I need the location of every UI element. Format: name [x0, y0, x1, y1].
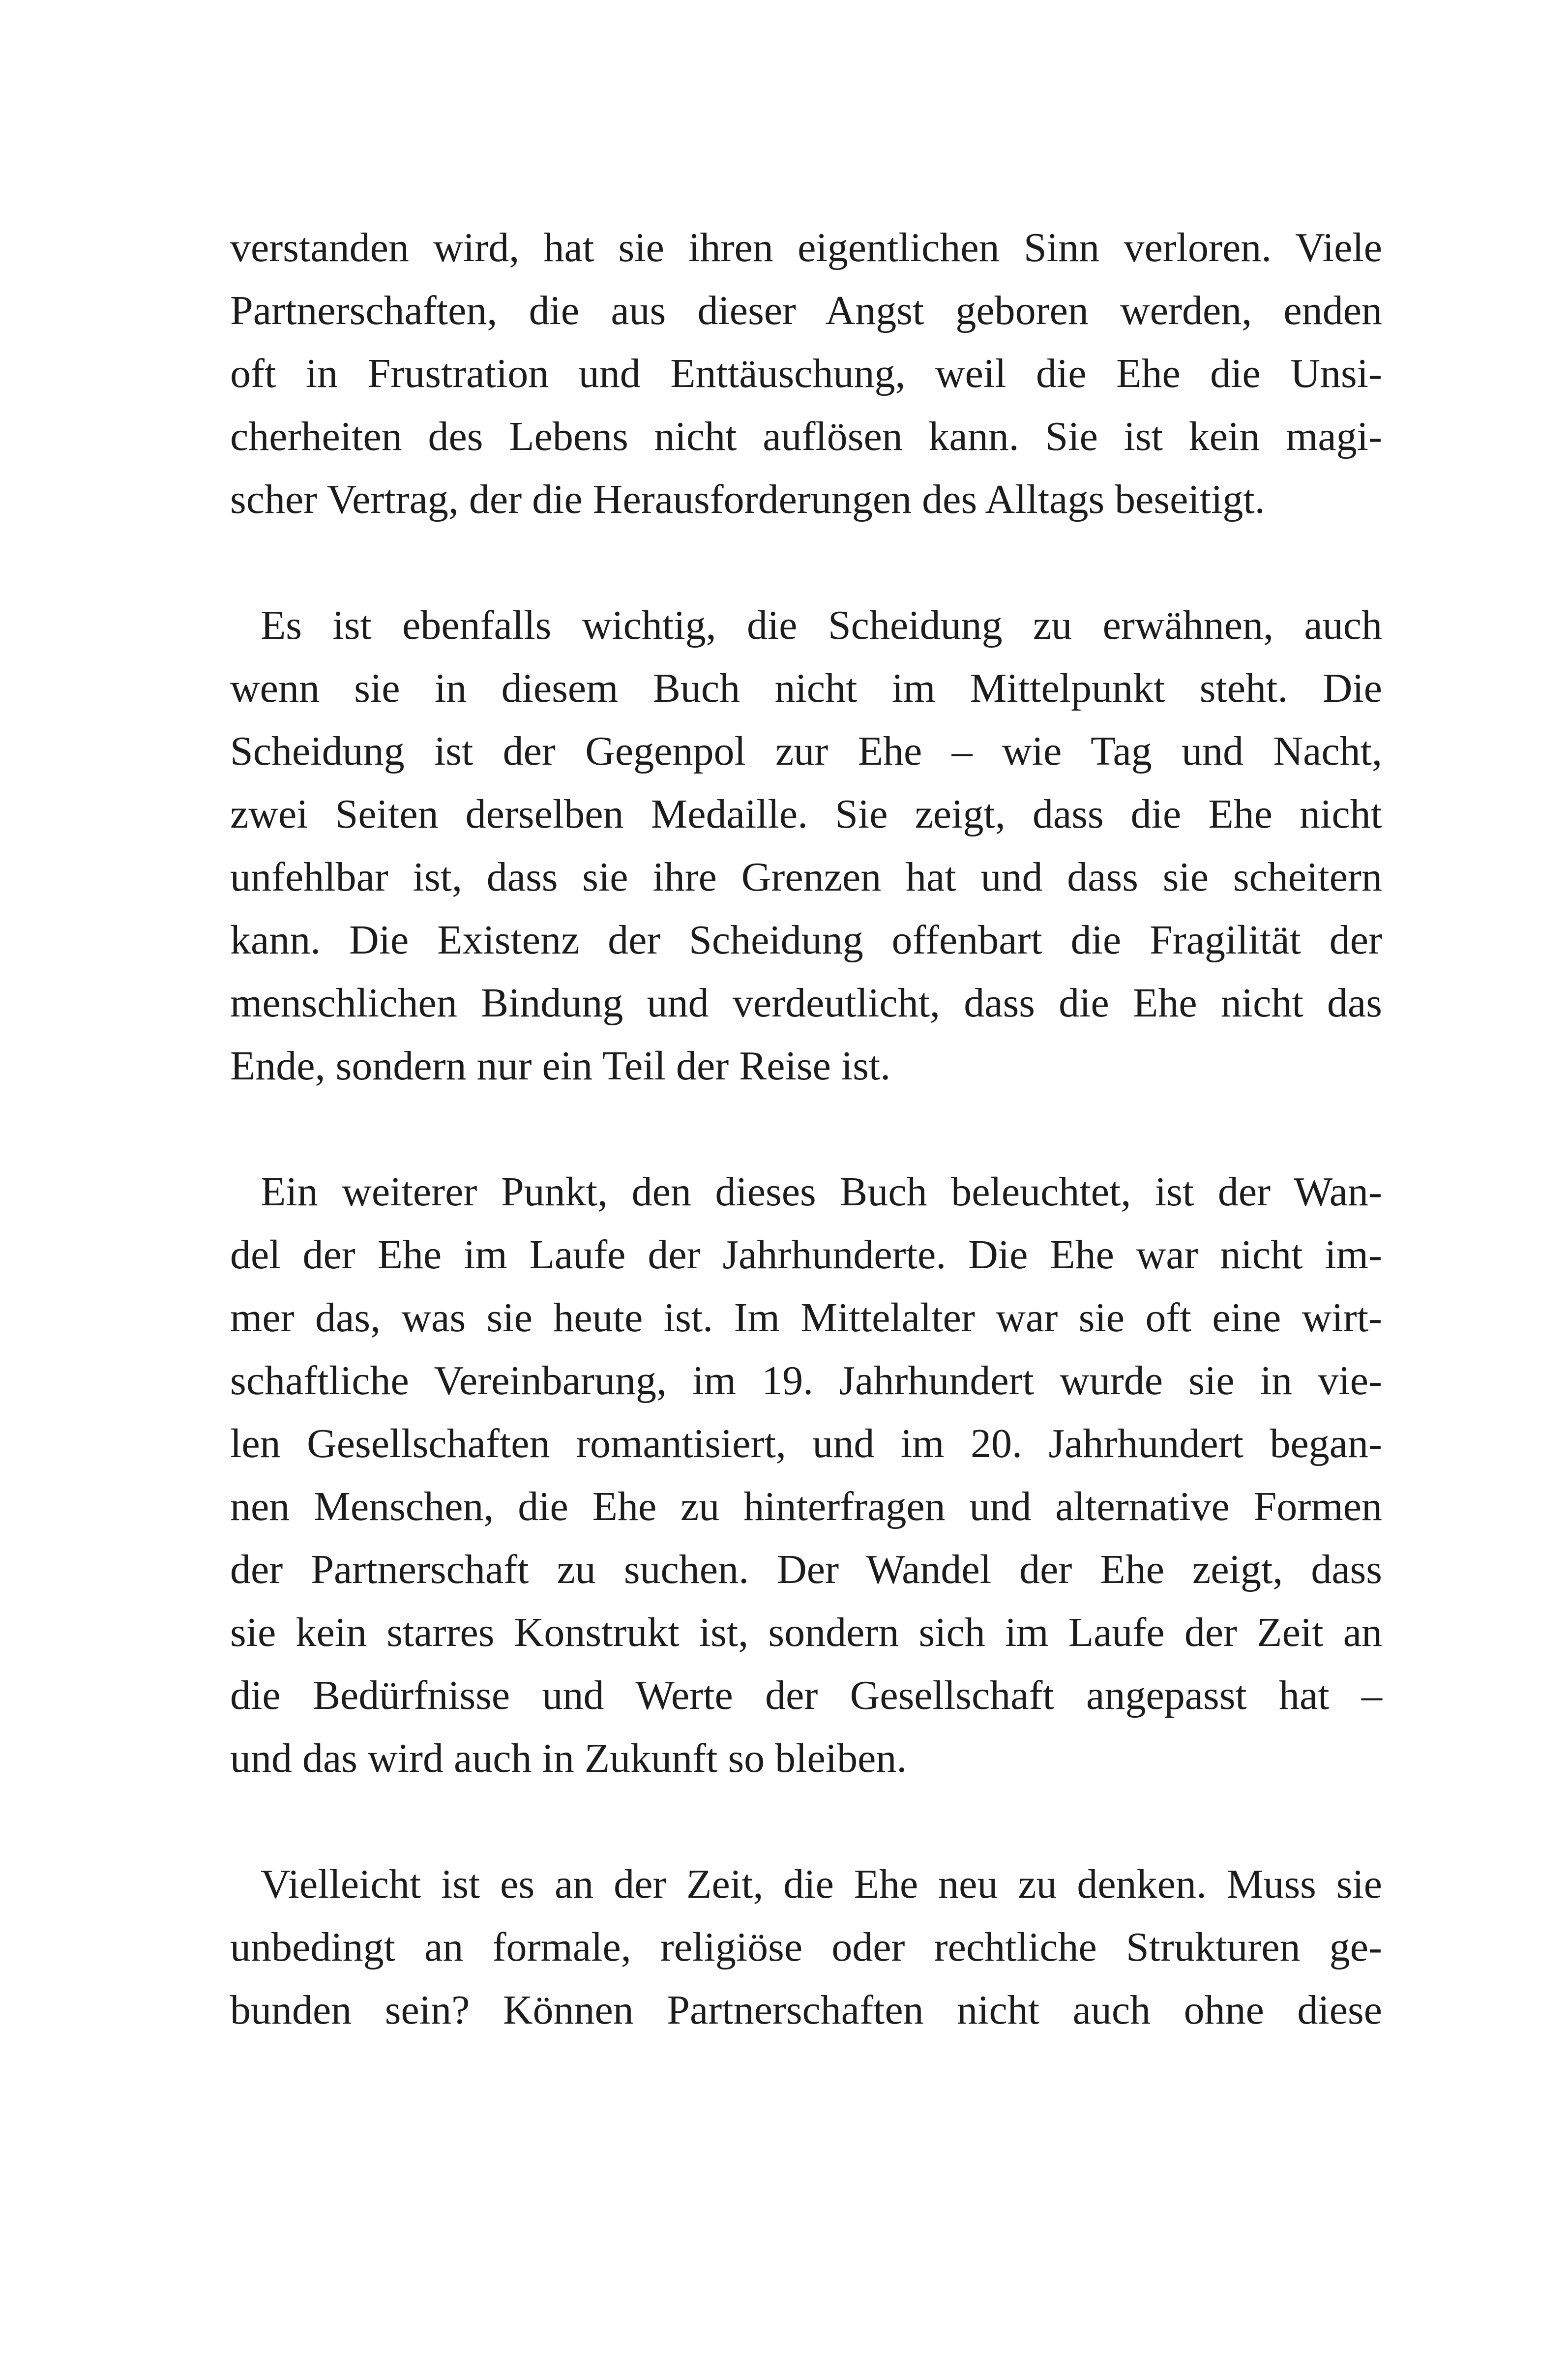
body-text: [230, 216, 1382, 2105]
text-line: Es ist ebenfalls wichtig, die Scheidung zu erwähnen, auch: [261, 602, 1382, 648]
text-line: die Bedürfnisse und Werte der Gesellschaft angepasst hat –: [230, 1672, 1382, 1718]
text-line: del der Ehe im Laufe der Jahrhunderte. Die Ehe war nicht im-: [230, 1232, 1382, 1278]
text-line: zwei Seiten derselben Medaille. Sie zeigt, dass die Ehe nicht: [230, 791, 1382, 837]
text-line: Partnerschaften, die aus dieser Angst geboren werden, enden: [230, 288, 1382, 333]
text-line: nen Menschen, die Ehe zu hinterfragen und alternative Formen: [230, 1484, 1382, 1529]
text-line: len Gesellschaften romantisiert, und im 20. Jahrhundert began-: [230, 1421, 1382, 1466]
text-line: bunden sein? Können Partnerschaften nicht auch ohne diese: [230, 1987, 1382, 2033]
paragraph-4: [230, 1853, 1382, 2042]
text-line: cherheiten des Lebens nicht auflösen kann. Sie ist kein magi-: [230, 414, 1382, 459]
text-line: der Partnerschaft zu suchen. Der Wandel der Ehe zeigt, dass: [230, 1547, 1382, 1592]
paragraph-3: [230, 1161, 1382, 1790]
text-line: unbedingt an formale, religiöse oder rechtliche Strukturen ge-: [230, 1924, 1382, 1970]
text-line: sie kein starres Konstrukt ist, sondern sich im Laufe der Zeit an: [230, 1610, 1382, 1655]
text-line: menschlichen Bindung und verdeutlicht, dass die Ehe nicht das: [230, 980, 1382, 1026]
paragraph-2: [230, 594, 1382, 1098]
text-line: Vielleicht ist es an der Zeit, die Ehe neu zu denken. Muss sie: [261, 1861, 1382, 1907]
text-line: Scheidung ist der Gegenpol zur Ehe – wie Tag und Nacht,: [230, 728, 1382, 774]
text-line: kann. Die Existenz der Scheidung offenbart die Fragilität der: [230, 917, 1382, 963]
text-line: mer das, was sie heute ist. Im Mittelalter war sie oft eine wirt-: [230, 1295, 1382, 1341]
text-line: Ein weiterer Punkt, den dieses Buch beleuchtet, ist der Wan-: [261, 1169, 1382, 1215]
text-line: oft in Frustration und Enttäuschung, weil die Ehe die Unsi-: [230, 351, 1382, 396]
paragraph-1: [230, 216, 1382, 531]
text-line: scher Vertrag, der die Herausforderungen des Alltags beseitigt.: [230, 477, 1265, 522]
text-line: wenn sie in diesem Buch nicht im Mittelpunkt steht. Die: [230, 665, 1382, 711]
text-line: unfehlbar ist, dass sie ihre Grenzen hat und dass sie scheitern: [230, 854, 1382, 900]
text-line: verstanden wird, hat sie ihren eigentlichen Sinn verloren. Viele: [230, 225, 1382, 270]
text-line: Ende, sondern nur ein Teil der Reise ist.: [230, 1043, 891, 1089]
text-line: und das wird auch in Zukunft so bleiben.: [230, 1735, 907, 1781]
text-line: schaftliche Vereinbarung, im 19. Jahrhundert wurde sie in vie-: [230, 1358, 1382, 1403]
